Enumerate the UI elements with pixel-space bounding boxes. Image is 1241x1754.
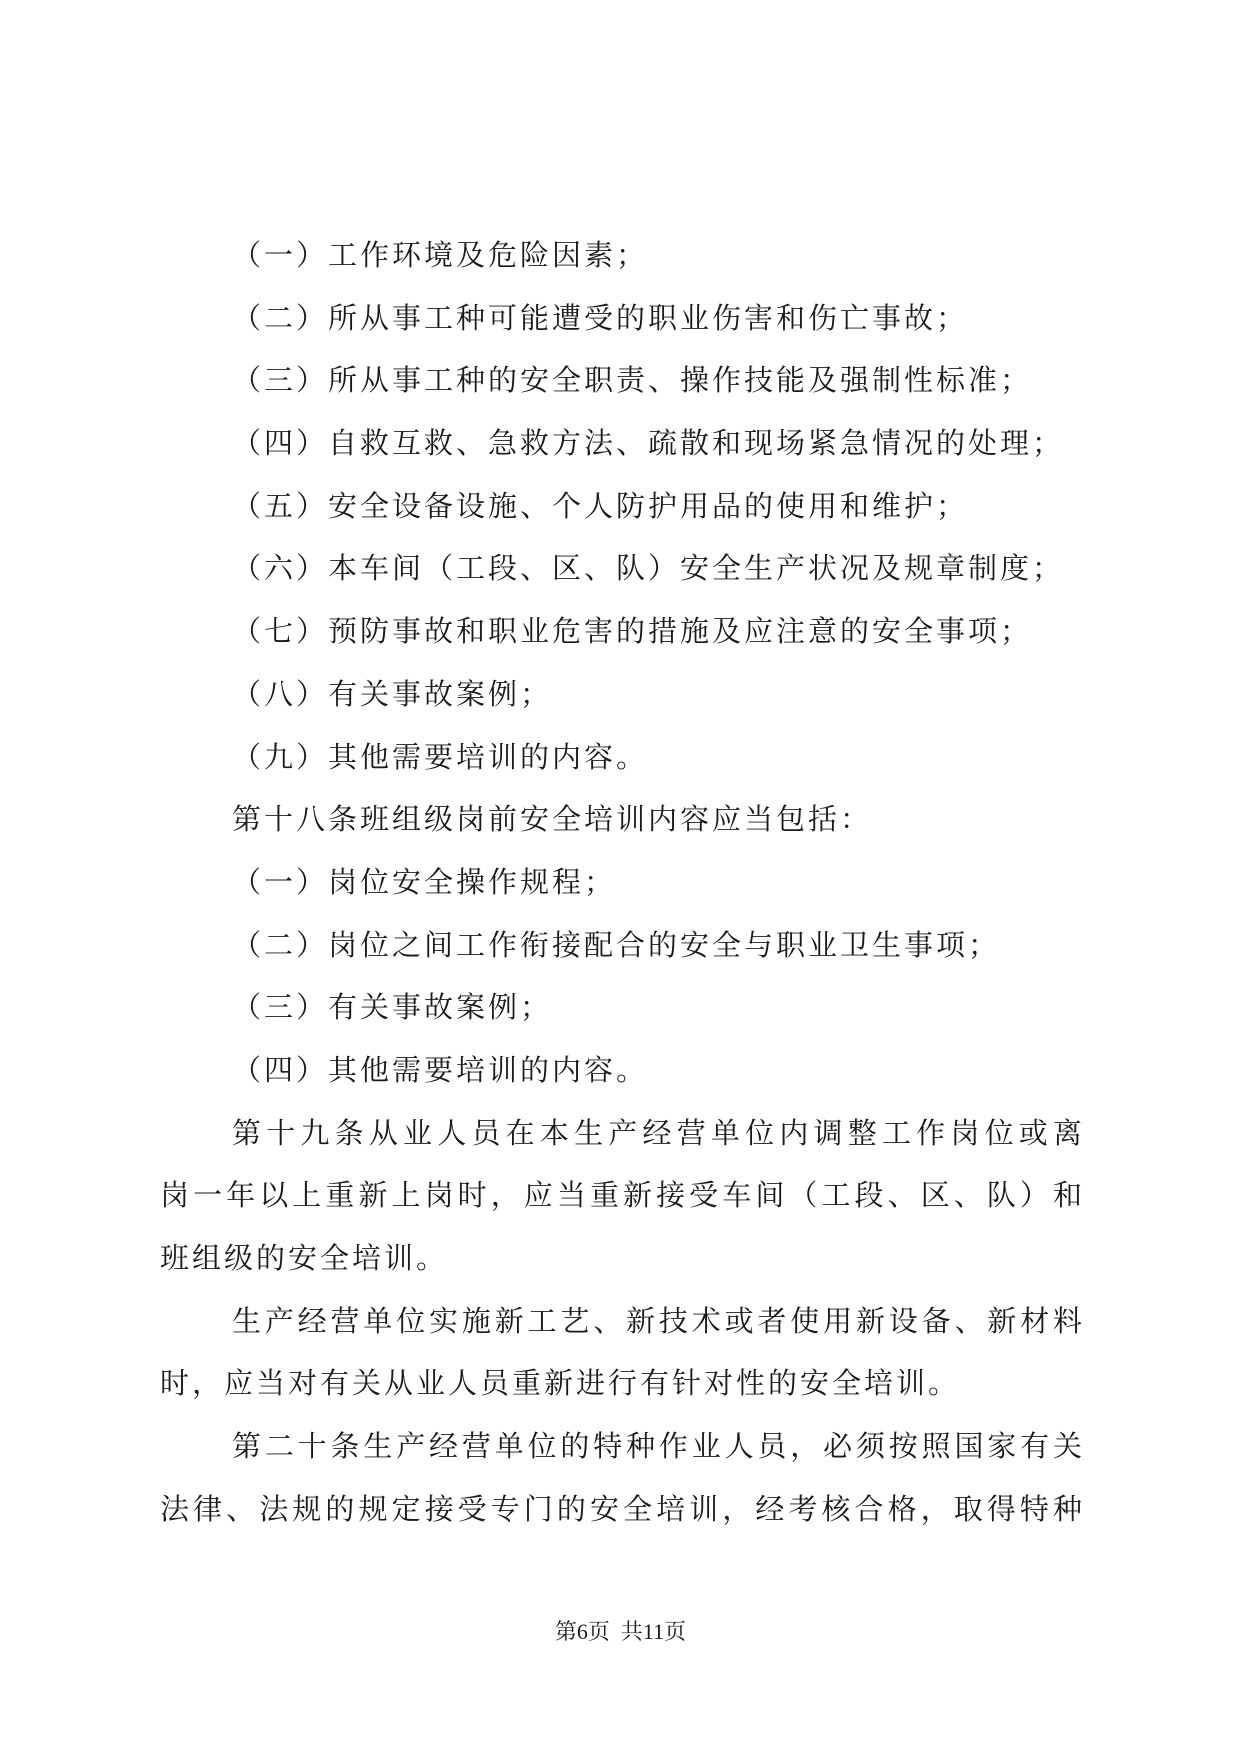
text-line: （三）所从事工种的安全职责、操作技能及强制性标准； <box>232 363 1033 398</box>
page-footer <box>0 1615 1241 1646</box>
text-line: （五）安全设备设施、个人防护用品的使用和维护； <box>232 488 969 523</box>
article-heading: 第十八条班组级岗前安全培训内容应当包括： <box>232 802 873 837</box>
text-line: （一）工作环境及危险因素； <box>232 238 649 272</box>
paragraph-line: 岗一年以上重新上岗时，应当重新接受车间（工段、区、队）和 <box>160 1178 1082 1213</box>
paragraph-line: 法律、法规的规定接受专门的安全培训，经考核合格，取得特种 <box>160 1491 1082 1526</box>
body-text <box>160 224 1082 1540</box>
page-number-label: 第6页 共11页 <box>554 1619 687 1644</box>
paragraph-line: 班组级的安全培训。 <box>160 1241 449 1275</box>
paragraph-line: 第二十条生产经营单位的特种作业人员，必须按照国家有关 <box>232 1429 1082 1464</box>
paragraph-line: 时，应当对有关从业人员重新进行有针对性的安全培训。 <box>160 1366 961 1401</box>
text-line: （四）其他需要培训的内容。 <box>232 1052 649 1087</box>
text-line: （二）所从事工种可能遭受的职业伤害和伤亡事故； <box>232 300 969 335</box>
text-line: （八）有关事故案例； <box>232 676 553 711</box>
text-line: （一）岗位安全操作规程； <box>232 864 617 899</box>
text-line: （二）岗位之间工作衔接配合的安全与职业卫生事项； <box>232 927 1001 962</box>
text-line: （三）有关事故案例； <box>232 990 553 1025</box>
text-line: （四）自救互救、急救方法、疏散和现场紧急情况的处理； <box>232 426 1065 461</box>
paragraph-line: 生产经营单位实施新工艺、新技术或者使用新设备、新材料 <box>232 1303 1082 1338</box>
text-line: （九）其他需要培训的内容。 <box>232 739 649 774</box>
paragraph-line: 第十九条从业人员在本生产经营单位内调整工作岗位或离 <box>232 1115 1082 1150</box>
text-line: （七）预防事故和职业危害的措施及应注意的安全事项； <box>232 614 1033 649</box>
text-line: （六）本车间（工段、区、队）安全生产状况及规章制度； <box>232 551 1065 586</box>
